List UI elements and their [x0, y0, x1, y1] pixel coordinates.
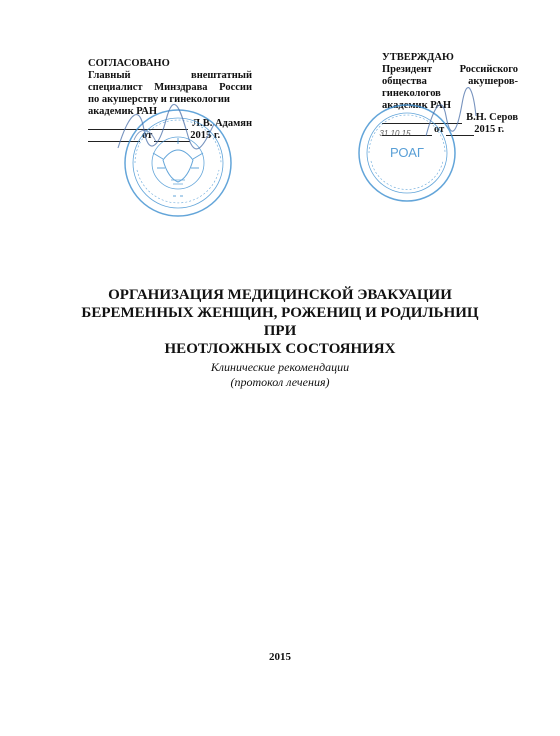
roag-seal-date: 31.10.15 [379, 129, 411, 138]
roag-seal-text: РОАГ [390, 145, 424, 160]
approval-right-heading: УТВЕРЖДАЮ [382, 52, 454, 63]
subtitle-line-2: (протокол лечения) [230, 375, 330, 389]
approval-right-line-4: академик РАН [382, 100, 452, 111]
approval-left-date-year: 2015 г. [190, 130, 221, 141]
title-line-2: БЕРЕМЕННЫХ ЖЕНЩИН, РОЖЕНИЦ И РОДИЛЬНИЦ ПРИ [81, 305, 479, 339]
approval-right-line-1: Президент Российского [382, 64, 518, 75]
subtitle-line-1: Клинические рекомендации [210, 360, 350, 374]
approval-left-line-3: по акушерству и гинекологии [88, 94, 230, 105]
approval-left-date-ot: от [142, 130, 153, 141]
approval-right-line-2: общества акушеров- [382, 76, 518, 87]
approval-right-signatory: В.Н. Серов [466, 112, 518, 123]
document-title [70, 286, 490, 358]
approval-right-date-ot: от [434, 124, 445, 135]
approval-left-line-4: академик РАН [88, 106, 158, 117]
approval-left-line-1: Главный внештатный [88, 70, 252, 81]
title-line-3: НЕОТЛОЖНЫХ СОСТОЯНИЯХ [164, 341, 396, 357]
approval-left-heading: СОГЛАСОВАНО [88, 58, 170, 69]
document-year: 2015 [269, 651, 291, 663]
left-signature [110, 100, 220, 160]
right-signature [420, 86, 480, 146]
approval-right-date-year: 2015 г. [474, 124, 505, 135]
document-subtitle [150, 360, 410, 390]
approval-right-line-3: гинекологов [382, 88, 441, 99]
approval-left-signatory: Л.В. Адамян [192, 118, 252, 129]
title-line-1: ОРГАНИЗАЦИЯ МЕДИЦИНСКОЙ ЭВАКУАЦИИ [108, 287, 452, 303]
approval-left-line-2: специалист Минздрава России [88, 82, 252, 93]
